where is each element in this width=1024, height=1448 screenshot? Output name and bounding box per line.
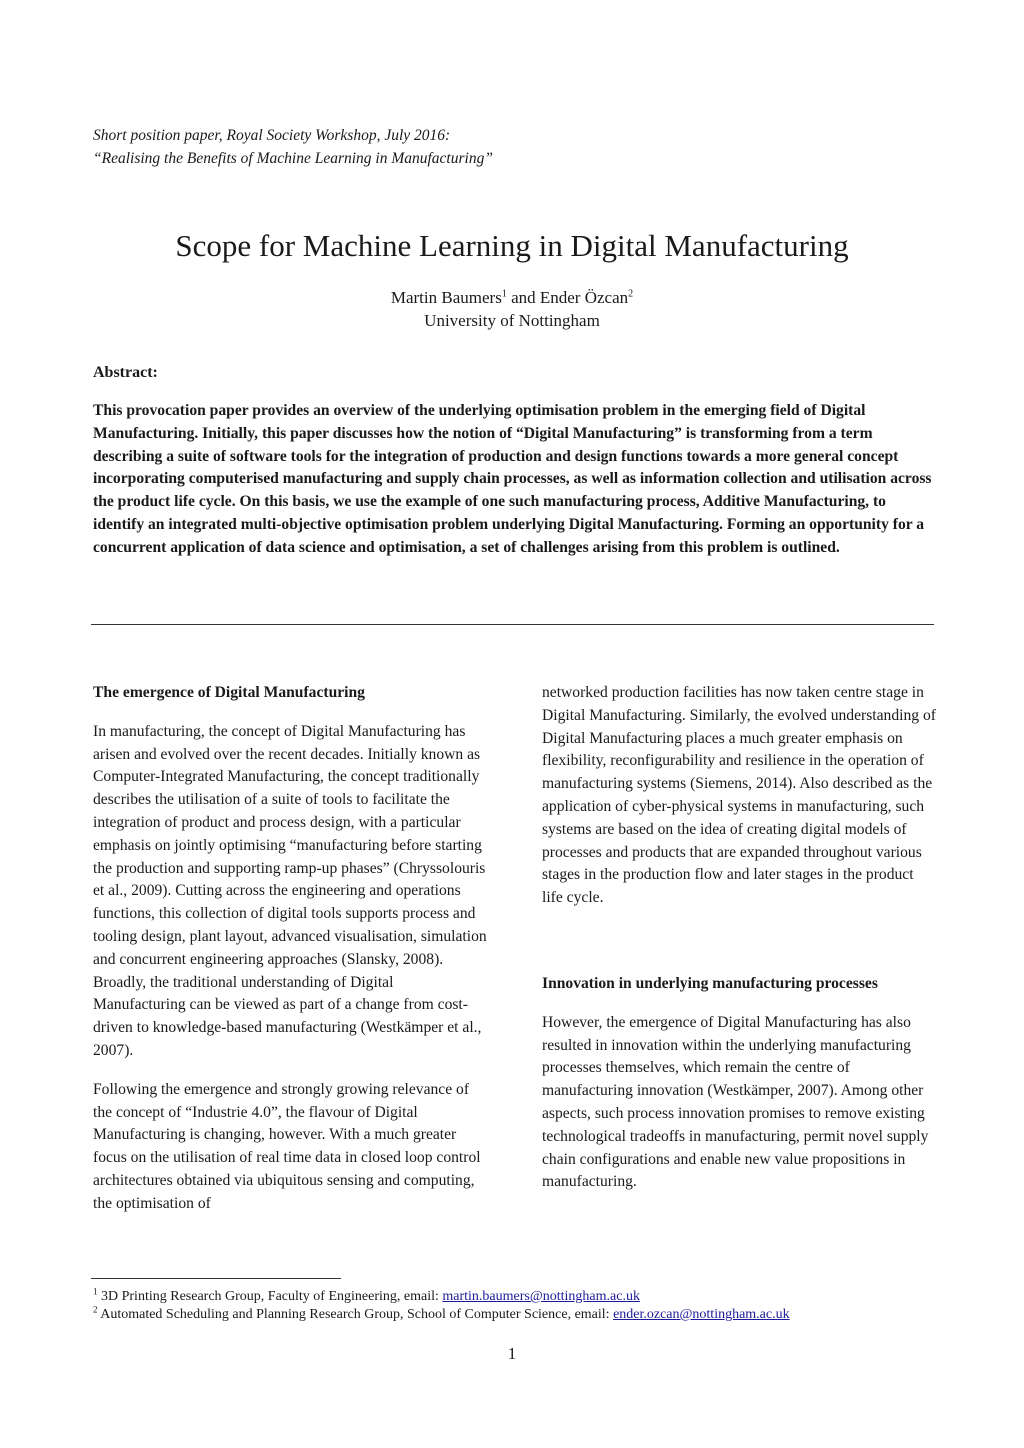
author-connector: and <box>506 288 540 307</box>
author-1-mark: 1 <box>501 288 507 300</box>
paragraph-innovation-1: However, the emergence of Digital Manufacturing has also resulted in innovation within the underlying manufacturing processes themselves, which remain the centre of manufacturing innovation (Westkämper, 2007). Among other aspects, such process innovation promises to remove existing technological tradeoffs in manufacturing, permit novel supply chain configurations and enable new value propositions in manufacturing. <box>542 1013 929 1191</box>
author-2-mark: 2 <box>628 288 634 300</box>
workshop-note <box>93 124 493 170</box>
author-block <box>0 286 1024 332</box>
author-2-name: Ender Özcan <box>539 288 629 307</box>
footnote-2 <box>93 1306 973 1324</box>
abstract-label: Abstract: <box>93 364 158 381</box>
workshop-note-line-2: “Realising the Benefits of Machine Learning in Manufacturing” <box>93 150 493 167</box>
page-number: 1 <box>507 1344 517 1363</box>
footnote-1 <box>93 1288 973 1306</box>
paragraph-emergence-1: In manufacturing, the concept of Digital Manufacturing has arisen and evolved over the recent decades. Initially known as Computer-Integrated Manufacturing, the concept traditionally describes the utilisation of a suite of tools to facilitate the integration of product and process design, with a particular emphasis on jointly optimising “manufacturing before starting the production and supporting ramp-up phases” (Chryssolouris et al., 2009). Cutting across the engineering and operations functions, this collection of digital tools supports process and tooling design, plant layout, advanced visualisation, simulation and concurrent engineering approaches (Slansky, 2008). Broadly, the traditional understanding of Digital Manufacturing can be viewed as part of a change from cost-driven to knowledge-based manufacturing (Westkämper et al., 2007). <box>93 722 487 1059</box>
section-divider <box>91 624 934 625</box>
footnotes <box>93 1288 973 1324</box>
author-1-name: Martin Baumers <box>390 288 502 307</box>
footnote-2-email-link[interactable]: ender.ozcan@nottingham.ac.uk <box>613 1307 790 1322</box>
footnote-1-text: 3D Printing Research Group, Faculty of Engineering, email: <box>97 1289 443 1304</box>
author-line <box>0 286 1024 309</box>
footnote-1-mark: 1 <box>93 1286 98 1297</box>
footnote-2-text: Automated Scheduling and Planning Research Group, School of Computer Science, email: <box>97 1307 614 1322</box>
section-heading-innovation: Innovation in underlying manufacturing processes <box>542 974 878 992</box>
affiliation: University of Nottingham <box>424 311 600 330</box>
paragraph-emergence-2: Following the emergence and strongly growing relevance of the concept of “Industrie 4.0”, the flavour of Digital Manufacturing is changing, however. With a much greater focus on the utilisation of real time data in closed loop control architectures obtained via ubiquitous sensing and computing, the optimisation of <box>93 1080 481 1212</box>
left-column <box>93 682 488 1232</box>
abstract-text: This provocation paper provides an overview of the underlying optimisation problem in the emerging field of Digital Manufacturing. Initially, this paper discusses how the notion of “Digital Manufacturing” is transforming from a term describing a suite of software tools for the integration of production and design functions towards a more general concept incorporating computerised manufacturing and supply chain processes, as well as information collection and utilisation across the product life cycle. On this basis, we use the example of one such manufacturing process, Additive Manufacturing, to identify an integrated multi-objective optimisation problem underlying Digital Manufacturing. Forming an opportunity for a concurrent application of data science and optimisation, a set of challenges arising from this problem is outlined. <box>93 402 932 556</box>
right-column <box>542 682 937 1210</box>
section-heading-emergence: The emergence of Digital Manufacturing <box>93 684 365 701</box>
workshop-note-line-1: Short position paper, Royal Society Workshop, July 2016: <box>93 127 451 144</box>
footnote-1-email-link[interactable]: martin.baumers@nottingham.ac.uk <box>442 1289 640 1304</box>
paragraph-emergence-2-continued: networked production facilities has now taken centre stage in Digital Manufacturing. Similarly, the evolved understanding of Digital Manufacturing places a much greater emphasis on flexibility, reconfigurability and resilience in the operation of manufacturing systems (Siemens, 2014). Also described as the application of cyber-physical systems in manufacturing, such systems are based on the idea of creating digital models of processes and products that are expanded throughout various stages in the production flow and later stages in the product life cycle. <box>542 684 936 907</box>
footnote-divider <box>91 1278 341 1279</box>
footnote-2-mark: 2 <box>93 1304 98 1315</box>
paper-title: Scope for Machine Learning in Digital Manufacturing <box>175 228 849 263</box>
section-spacer <box>542 926 937 973</box>
